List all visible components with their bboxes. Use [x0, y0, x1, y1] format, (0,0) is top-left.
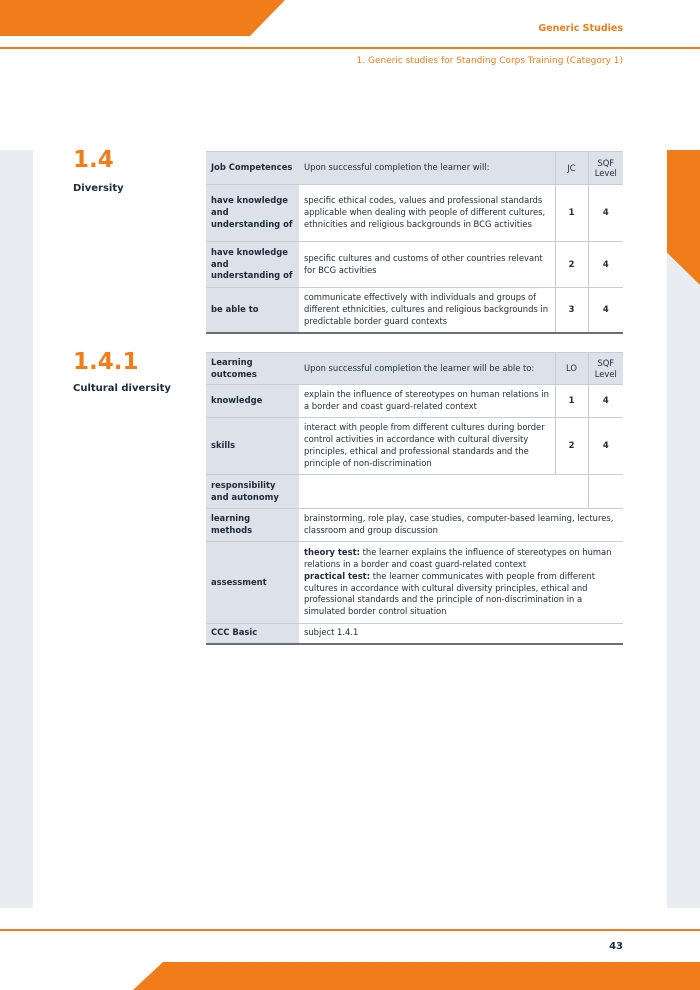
row-code: 2 — [555, 418, 588, 475]
assessment-text — [299, 542, 623, 624]
row-label: responsibility and autonomy — [206, 475, 299, 509]
practical-test-text: the learner communicates with people from different cultures in accordance with cultural diversity principles, ethical and professional standards and the principle of non-discrimination in a simulated border control situation — [304, 570, 595, 617]
table-row — [206, 509, 623, 542]
table-row — [206, 288, 623, 333]
column-header: Learning outcomes — [206, 353, 299, 385]
column-header: SQF Level — [588, 353, 623, 385]
theory-test-label: theory test: — [304, 546, 360, 557]
section-title: Cultural diversity — [73, 383, 171, 394]
page-number: 43 — [609, 941, 623, 952]
footer-rule — [0, 929, 700, 931]
row-code: 1 — [555, 385, 588, 418]
row-description: explain the influence of stereotypes on human relations in a border and coast guard-related context — [299, 385, 555, 418]
row-level: 4 — [588, 242, 623, 288]
footer-orange-bar — [133, 962, 700, 990]
table-row — [206, 385, 623, 418]
section-number: 1.4 — [73, 147, 114, 173]
row-code: 1 — [555, 185, 588, 242]
row-description: brainstorming, role play, case studies, computer-based learning, lectures, classroom and group discussion — [299, 509, 623, 542]
section-number: 1.4.1 — [73, 349, 139, 375]
practical-test-label: practical test: — [304, 570, 371, 581]
column-header: LO — [555, 353, 588, 385]
row-level: 4 — [588, 288, 623, 333]
header-title: Generic Studies — [538, 23, 623, 34]
row-level: 4 — [588, 185, 623, 242]
row-label: be able to — [206, 288, 299, 333]
table-row — [206, 242, 623, 288]
table-row — [206, 418, 623, 475]
header-orange-bar — [0, 0, 285, 36]
table-row — [206, 542, 623, 624]
column-header: Job Competences — [206, 152, 299, 185]
row-description: specific cultures and customs of other countries relevant for BCG activities — [299, 242, 555, 288]
row-level: 4 — [588, 418, 623, 475]
row-description: subject 1.4.1 — [299, 624, 623, 644]
row-code: 2 — [555, 242, 588, 288]
row-description: specific ethical codes, values and professional standards applicable when dealing with people of different cultures, ethnicities and religious backgrounds in BCG activities — [299, 185, 555, 242]
competences-table — [206, 151, 623, 334]
header-subtitle: 1. Generic studies for Standing Corps Training (Category 1) — [356, 56, 623, 66]
section-title: Diversity — [73, 183, 124, 194]
table-row — [206, 624, 623, 644]
theory-test-text: the learner explains the influence of stereotypes on human relations in a border and coast guard-related context — [304, 546, 612, 569]
table-row — [206, 475, 623, 509]
row-code: 3 — [555, 288, 588, 333]
table-header-row — [206, 353, 623, 385]
row-label: skills — [206, 418, 299, 475]
row-label: knowledge — [206, 385, 299, 418]
column-header: Upon successful completion the learner will be able to: — [299, 353, 555, 385]
table-header-row — [206, 152, 623, 185]
column-header: JC — [555, 152, 588, 185]
row-description — [299, 475, 588, 509]
row-label: learning methods — [206, 509, 299, 542]
row-level: 4 — [588, 385, 623, 418]
row-label: have knowledge and understanding of — [206, 185, 299, 242]
row-label: have knowledge and understanding of — [206, 242, 299, 288]
column-header: Upon successful completion the learner will: — [299, 152, 555, 185]
table-row — [206, 185, 623, 242]
left-margin-band — [0, 150, 33, 908]
row-level — [588, 475, 623, 509]
column-header: SQF Level — [588, 152, 623, 185]
row-label: assessment — [206, 542, 299, 624]
row-description: communicate effectively with individuals and groups of different ethnicities, cultures and religious backgrounds in predictable border guard contexts — [299, 288, 555, 333]
row-label: CCC Basic — [206, 624, 299, 644]
learning-outcomes-table — [206, 352, 623, 645]
row-description: interact with people from different cultures during border control activities in accordance with cultural diversity principles, ethical and professional standards and the principle of non-discrimination — [299, 418, 555, 475]
header-rule — [0, 47, 700, 49]
